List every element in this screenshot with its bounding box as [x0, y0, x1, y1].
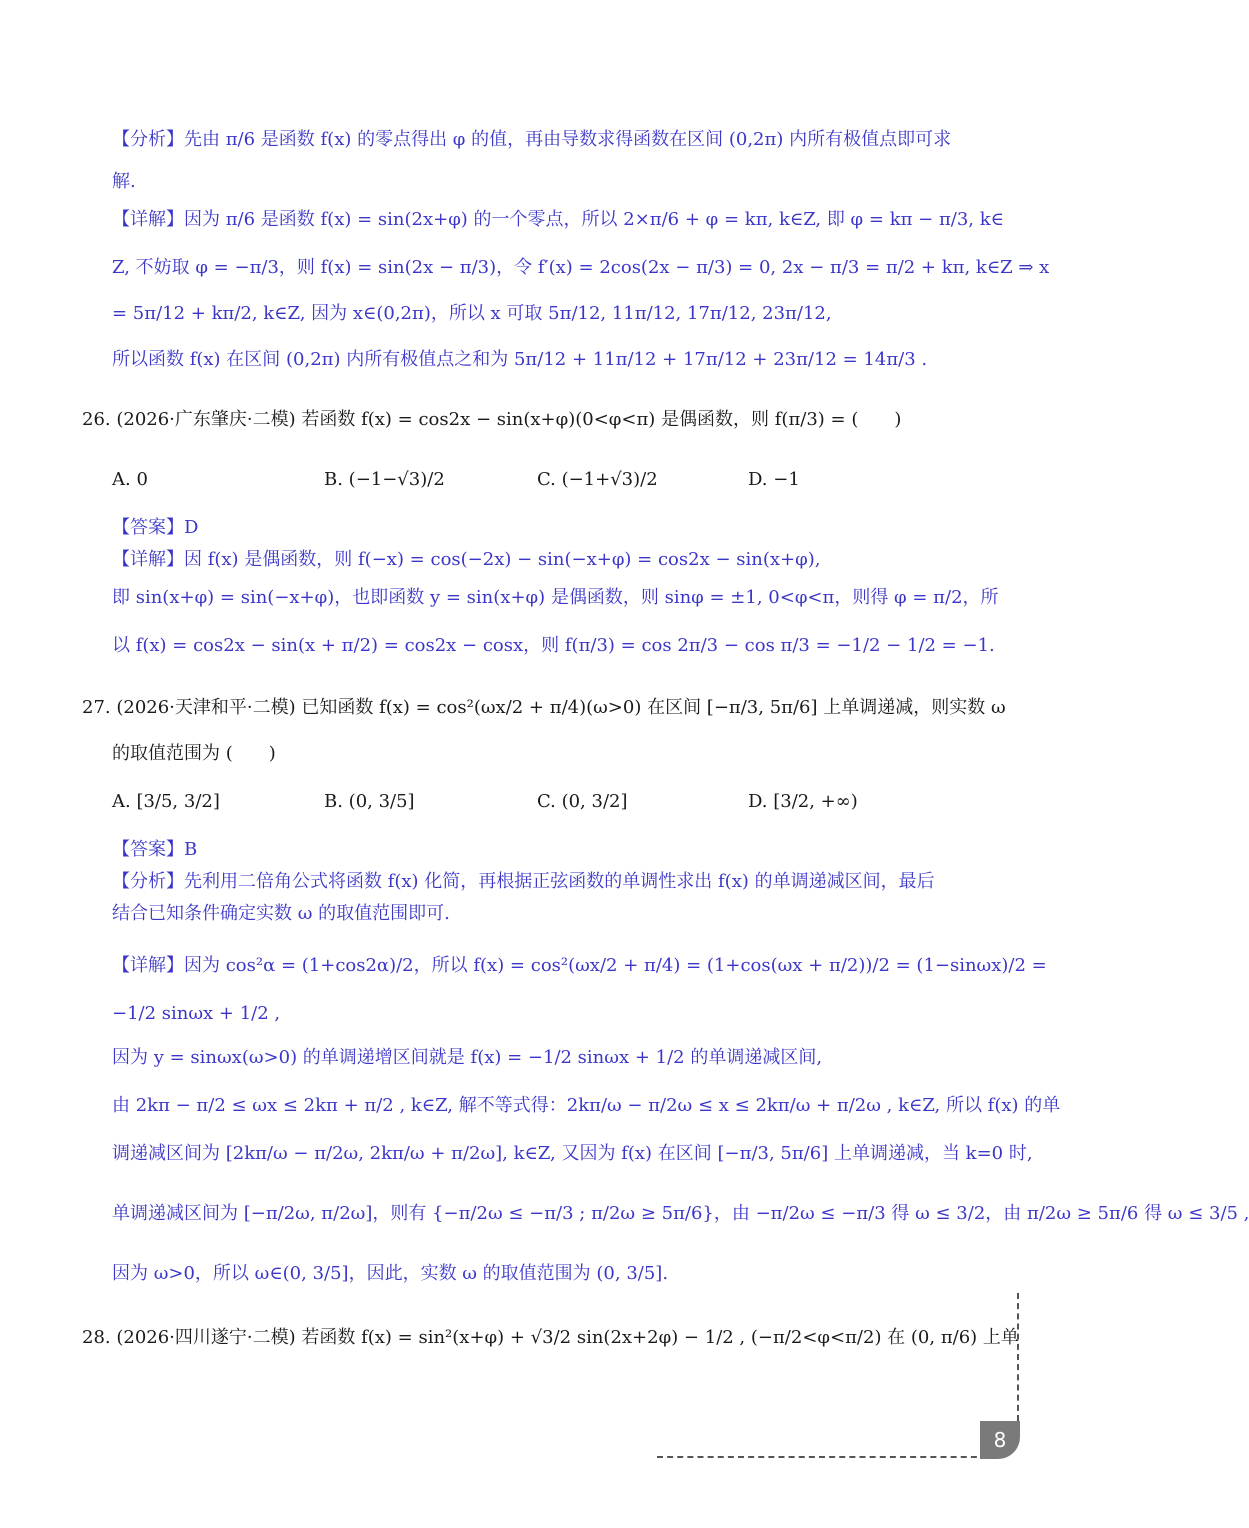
q27-option-c: C. (0, 3/2] — [537, 791, 628, 812]
q27-option-d: D. [3/2, +∞) — [748, 791, 858, 812]
q27-detail-line4: 由 2kπ − π/2 ≤ ωx ≤ 2kπ + π/2 , k∈Z, 解不等式得：2kπ/ω − π/2ω ≤ x ≤ 2kπ/ω + π/2ω , k∈Z, 所以 f(x) 的单 — [112, 1095, 1061, 1116]
q25-detail-line1: 【详解】因为 π/6 是函数 f(x) = sin(2x+φ) 的一个零点，所以 2×π/6 + φ = kπ, k∈Z, 即 φ = kπ − π/3, k∈ — [112, 209, 1004, 230]
q27-option-b: B. (0, 3/5] — [324, 791, 415, 812]
q25-detail-line2: Z, 不妨取 φ = −π/3，则 f(x) = sin(2x − π/3)，令 f′(x) = 2cos(2x − π/3) = 0, 2x − π/3 = π/2 + kπ, k∈Z ⇒ x — [112, 257, 1050, 278]
q27-analysis-line1: 【分析】先利用二倍角公式将函数 f(x) 化简，再根据正弦函数的单调性求出 f(x) 的单调递减区间，最后 — [112, 871, 935, 892]
q28-stem: 28. (2026·四川遂宁·二模) 若函数 f(x) = sin²(x+φ) + √3/2 sin(2x+2φ) − 1/2 , (−π/2<φ<π/2) 在 (0, π/6) 上单 — [82, 1327, 1019, 1348]
q27-stem-line2: 的取值范围为 ( ) — [112, 743, 276, 764]
q27-stem-line1: 27. (2026·天津和平·二模) 已知函数 f(x) = cos²(ωx/2 + π/4)(ω>0) 在区间 [−π/3, 5π/6] 上单调递减，则实数 ω — [82, 697, 1006, 718]
page-number-badge: 8 — [980, 1421, 1020, 1459]
q27-detail-line1: 【详解】因为 cos²α = (1+cos2α)/2，所以 f(x) = cos²(ωx/2 + π/4) = (1+cos(ωx + π/2))/2 = (1−sinωx)/2 = — [112, 955, 1047, 976]
q27-analysis-line2: 结合已知条件确定实数 ω 的取值范围即可. — [112, 903, 450, 924]
q27-detail-line6: 单调递减区间为 [−π/2ω, π/2ω]，则有 {−π/2ω ≤ −π/3 ; π/2ω ≥ 5π/6}，由 −π/2ω ≤ −π/3 得 ω ≤ 3/2，由 π/2ω ≥ 5π/6 得 ω ≤ 3/5 , — [112, 1203, 1249, 1224]
q26-option-c: C. (−1+√3)/2 — [537, 469, 658, 490]
q26-option-d: D. −1 — [748, 469, 800, 490]
q27-answer: 【答案】B — [112, 839, 198, 860]
q26-detail-line2: 即 sin(x+φ) = sin(−x+φ)，也即函数 y = sin(x+φ) 是偶函数，则 sinφ = ±1, 0<φ<π，则得 φ = π/2，所 — [112, 587, 999, 608]
q27-detail-line7: 因为 ω>0，所以 ω∈(0, 3/5]，因此，实数 ω 的取值范围为 (0, 3/5]. — [112, 1263, 669, 1284]
q26-stem: 26. (2026·广东肇庆·二模) 若函数 f(x) = cos2x − sin(x+φ)(0<φ<π) 是偶函数，则 f(π/3) = ( ) — [82, 409, 902, 430]
q26-detail-line3: 以 f(x) = cos2x − sin(x + π/2) = cos2x − cosx，则 f(π/3) = cos 2π/3 − cos π/3 = −1/2 − 1/2 = −1. — [112, 635, 995, 656]
page-border-dashed-vertical — [1017, 1293, 1019, 1421]
q25-detail-line4: 所以函数 f(x) 在区间 (0,2π) 内所有极值点之和为 5π/12 + 11π/12 + 17π/12 + 23π/12 = 14π/3 . — [112, 349, 928, 370]
q25-analysis-line1: 【分析】先由 π/6 是函数 f(x) 的零点得出 φ 的值，再由导数求得函数在区间 (0,2π) 内所有极值点即可求 — [112, 129, 952, 150]
q26-answer: 【答案】D — [112, 517, 199, 538]
q27-detail-line5: 调递减区间为 [2kπ/ω − π/2ω, 2kπ/ω + π/2ω], k∈Z, 又因为 f(x) 在区间 [−π/3, 5π/6] 上单调递减，当 k=0 时, — [112, 1143, 1033, 1164]
q25-detail-line3: = 5π/12 + kπ/2, k∈Z, 因为 x∈(0,2π)，所以 x 可取 5π/12, 11π/12, 17π/12, 23π/12, — [112, 303, 832, 324]
q26-detail-line1: 【详解】因 f(x) 是偶函数，则 f(−x) = cos(−2x) − sin(−x+φ) = cos2x − sin(x+φ), — [112, 549, 821, 570]
q27-detail-line2: −1/2 sinωx + 1/2 , — [112, 1003, 281, 1024]
q27-detail-line3: 因为 y = sinωx(ω>0) 的单调递增区间就是 f(x) = −1/2 sinωx + 1/2 的单调递减区间, — [112, 1047, 823, 1068]
q26-option-a: A. 0 — [112, 469, 148, 490]
q26-option-b: B. (−1−√3)/2 — [324, 469, 445, 490]
q25-analysis-line2: 解. — [112, 171, 136, 192]
page-border-dashed-horizontal — [657, 1456, 987, 1458]
q27-option-a: A. [3/5, 3/2] — [112, 791, 220, 812]
